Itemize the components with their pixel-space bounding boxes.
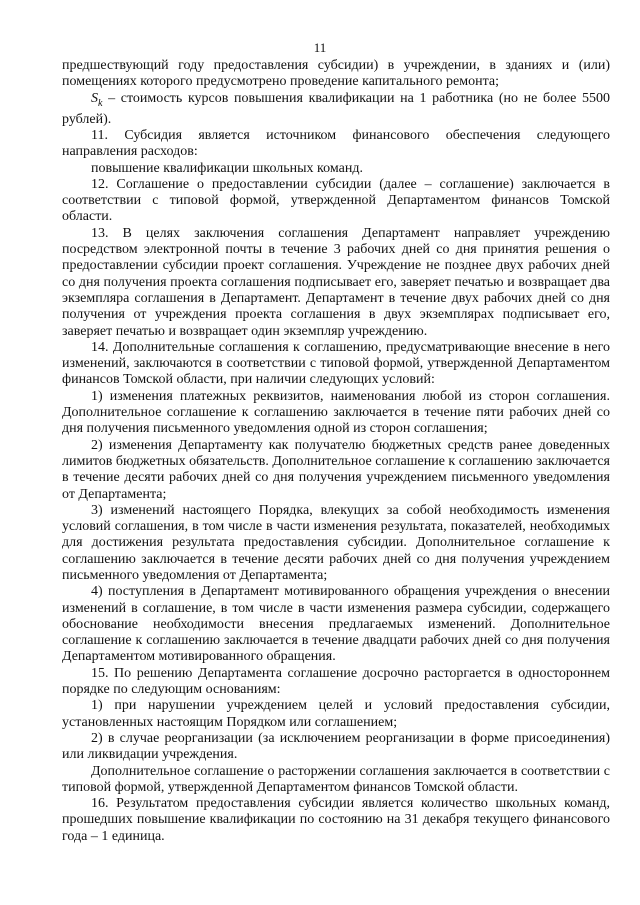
paragraph: предшествующий году предоставления субсидии) в учреждении, в зданиях и (или) помещениях которого предусмотрено проведение капитального ремонта;: [62, 58, 610, 90]
paragraph-formula-sk: $S_k$ – стоимость курсов повышения квалификации на 1 работника (но не более 5500 рублей).: [62, 90, 610, 127]
paragraph: 2) в случае реорганизации (за исключением реорганизации в форме присоединения) или ликвидации учреждения.: [62, 730, 610, 763]
paragraph: 4) поступления в Департамент мотивированного обращения учреждения о внесении изменений в соглашение, в том числе в части изменения размера субсидии, содержащего обоснование необходимости внесения предлагаемых изменений. Дополнительное соглашение к соглашению заключается в течение двадцати рабочих дней со дня получения Департаментом мотивированного обращения.: [62, 584, 610, 665]
paragraph: 15. По решению Департамента соглашение досрочно расторгается в одностороннем порядке по следующим основаниям:: [62, 665, 610, 698]
paragraph: 12. Соглашение о предоставлении субсидии (далее – соглашение) заключается в соответствии с типовой формой, утвержденной Департаментом финансов Томской области.: [62, 176, 610, 225]
page-number: 11: [313, 40, 327, 55]
paragraph: Дополнительное соглашение о расторжении соглашения заключается в соответствии с типовой формой, утвержденной Департаментом финансов Томской области.: [62, 763, 610, 795]
paragraph: 1) при нарушении учреждением целей и условий предоставления субсидии, установленных настоящим Порядком или соглашением;: [62, 698, 610, 730]
paragraph: повышение квалификации школьных команд.: [91, 160, 363, 176]
paragraph: 1) изменения платежных реквизитов, наименования любой из сторон соглашения. Дополнительное соглашение к соглашению заключается в течение пяти рабочих дней со дня получения письменного уведомления одной из сторон соглашения;: [62, 388, 610, 437]
paragraph: 11. Субсидия является источником финансового обеспечения следующего направления расходов:: [62, 127, 610, 160]
paragraph: 16. Результатом предоставления субсидии является количество школьных команд, прошедших повышение квалификации по состоянию на 31 декабря текущего финансового года – 1 единица.: [62, 796, 610, 844]
paragraph: 3) изменений настоящего Порядка, влекущих за собой необходимость изменения условий соглашения, в том числе в части изменения результата, показателей, необходимых для достижения результата предоставления субсидии. Дополнительное соглашение к соглашению заключается в течение десяти рабочих дней со дня получения учреждением письменного уведомления от Департамента;: [62, 502, 610, 583]
paragraph: 2) изменения Департаменту как получателю бюджетных средств ранее доведенных лимитов бюджетных обязательств. Дополнительное соглашение к соглашению заключается в течение десяти рабочих дней со дня получения учреждением письменного уведомления от Департамента;: [62, 437, 610, 502]
document-body: [62, 58, 610, 845]
paragraph: 13. В целях заключения соглашения Департамент направляет учреждению посредством электронной почты в течение 3 рабочих дней со дня принятия решения о предоставлении субсидии проект соглашения. Учреждение не позднее двух рабочих дней со дня получения проекта соглашения подписывает его, заверяет печатью и возвращает два экземпляра соглашения в Департамент. Департамент в течение двух рабочих дней со дня получения от учреждения проекта соглашения в двух экземплярах подписывает его, заверяет печатью и возвращает один экземпляр учреждению.: [62, 225, 610, 339]
formula-symbol-sk: $S_k$: [91, 90, 103, 109]
paragraph: 14. Дополнительные соглашения к соглашению, предусматривающие внесение в него изменений, заключаются в соответствии с типовой формой, утвержденной Департаментом финансов Томской области, при наличии следующих условий:: [62, 339, 610, 388]
